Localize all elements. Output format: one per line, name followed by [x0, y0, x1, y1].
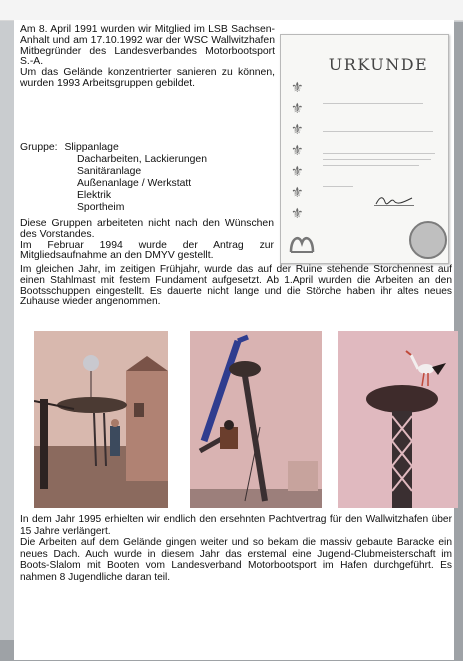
fleur-de-lis-icon: ⚜: [291, 79, 304, 95]
certificate-text-line: [323, 153, 435, 154]
fleur-de-lis-icon: ⚜: [291, 163, 304, 179]
groups-note: Diese Gruppen arbeiteten nicht nach den Wünschen des Vorstandes.: [20, 218, 274, 240]
intro-text: [20, 25, 275, 90]
photo-1-scene: [34, 331, 168, 508]
certificate-text-line: [323, 186, 353, 187]
fleur-de-lis-icon: ⚜: [291, 121, 304, 137]
certificate-text-line: [323, 103, 423, 104]
fleur-de-lis-icon: ⚜: [291, 184, 304, 200]
photo-crane-mast-nest: [190, 331, 322, 508]
fleur-de-lis-icon: ⚜: [291, 100, 304, 116]
group-item: Dacharbeiten, Lackierungen: [77, 154, 207, 165]
lease-and-youth-championship-text: [20, 514, 452, 584]
photo-2-scene: [190, 331, 322, 508]
intro-paragraph-1: Am 8. April 1991 wurden wir Mitglied im LSB Sachsen-Anhalt und am 17.10.1992 war der WSC Wallwitzhafen Mitbegründer des Landesverbandes Motorbootsport S.-A.: [20, 24, 275, 68]
group-label: Gruppe:: [20, 142, 58, 153]
group-item: Sportheim: [77, 202, 125, 213]
certificate-text-line: [323, 159, 431, 160]
photo-stork-on-nest: [338, 331, 458, 508]
fleur-de-lis-icon: ⚜: [291, 205, 304, 221]
group-item: Slippanlage: [64, 142, 119, 153]
certificate-text-line: [323, 131, 433, 132]
photo-3-scene: [338, 331, 458, 508]
certificate-image: [280, 34, 449, 264]
signature-mark: [374, 194, 414, 206]
group-item: Elektrik: [77, 190, 112, 201]
group-list: [20, 143, 207, 215]
official-seal-icon: [409, 221, 447, 259]
works-paragraph: Die Arbeiten auf dem Gelände gingen weiter und so bekam die massiv gebaute Baracke ein neues Dach. Auch wurde in diesem Jahr das erstemal eine Jugend-Clubmeisterschaft im Boots-Slalom mit Booten vom Landesverband Motorbootsport im Hafen durchgeführt. Es nahmen 8 Jugendliche daran teil.: [20, 537, 452, 583]
group-item: Außenanlage / Werkstatt: [77, 178, 192, 189]
dmyv-application-note: Im Februar 1994 wurde der Antrag zur Mitgliedsaufnahme an den DMYV gestellt.: [20, 239, 274, 262]
lease-paragraph: In dem Jahr 1995 erhielten wir endlich den ersehnten Pachtvertrag für den Wallwitzhafen über 15 Jahre verlängert.: [20, 514, 452, 537]
certificate-title: URKUNDE: [328, 55, 429, 74]
certificate-text-line: [323, 165, 419, 166]
group-item: Sanitäranlage: [77, 166, 142, 177]
club-logo-icon: [289, 232, 315, 254]
photo-crane-lifting-nest: [34, 331, 168, 508]
fleur-de-lis-icon: ⚜: [291, 142, 304, 158]
scan-top-edge: [0, 0, 463, 21]
groups-followup-text: [20, 219, 274, 262]
signature-line: [374, 193, 414, 206]
stork-nest-story: Im gleichen Jahr, im zeitigen Frühjahr, wurde das auf der Ruine stehende Storchennest auf einen Stahlmast mit festem Fundament aufgesetzt. Ab 1.April wurden die Arbeiten an den Bootsschuppen eingestellt. Es dauerte nicht lange und die Störche haben ihr altes neues Zuhause wieder angenommen.: [20, 264, 452, 308]
intro-paragraph-2: Um das Gelände konzentrierter sanieren zu können, wurden 1993 Arbeitsgruppen gebildet.: [20, 67, 275, 89]
